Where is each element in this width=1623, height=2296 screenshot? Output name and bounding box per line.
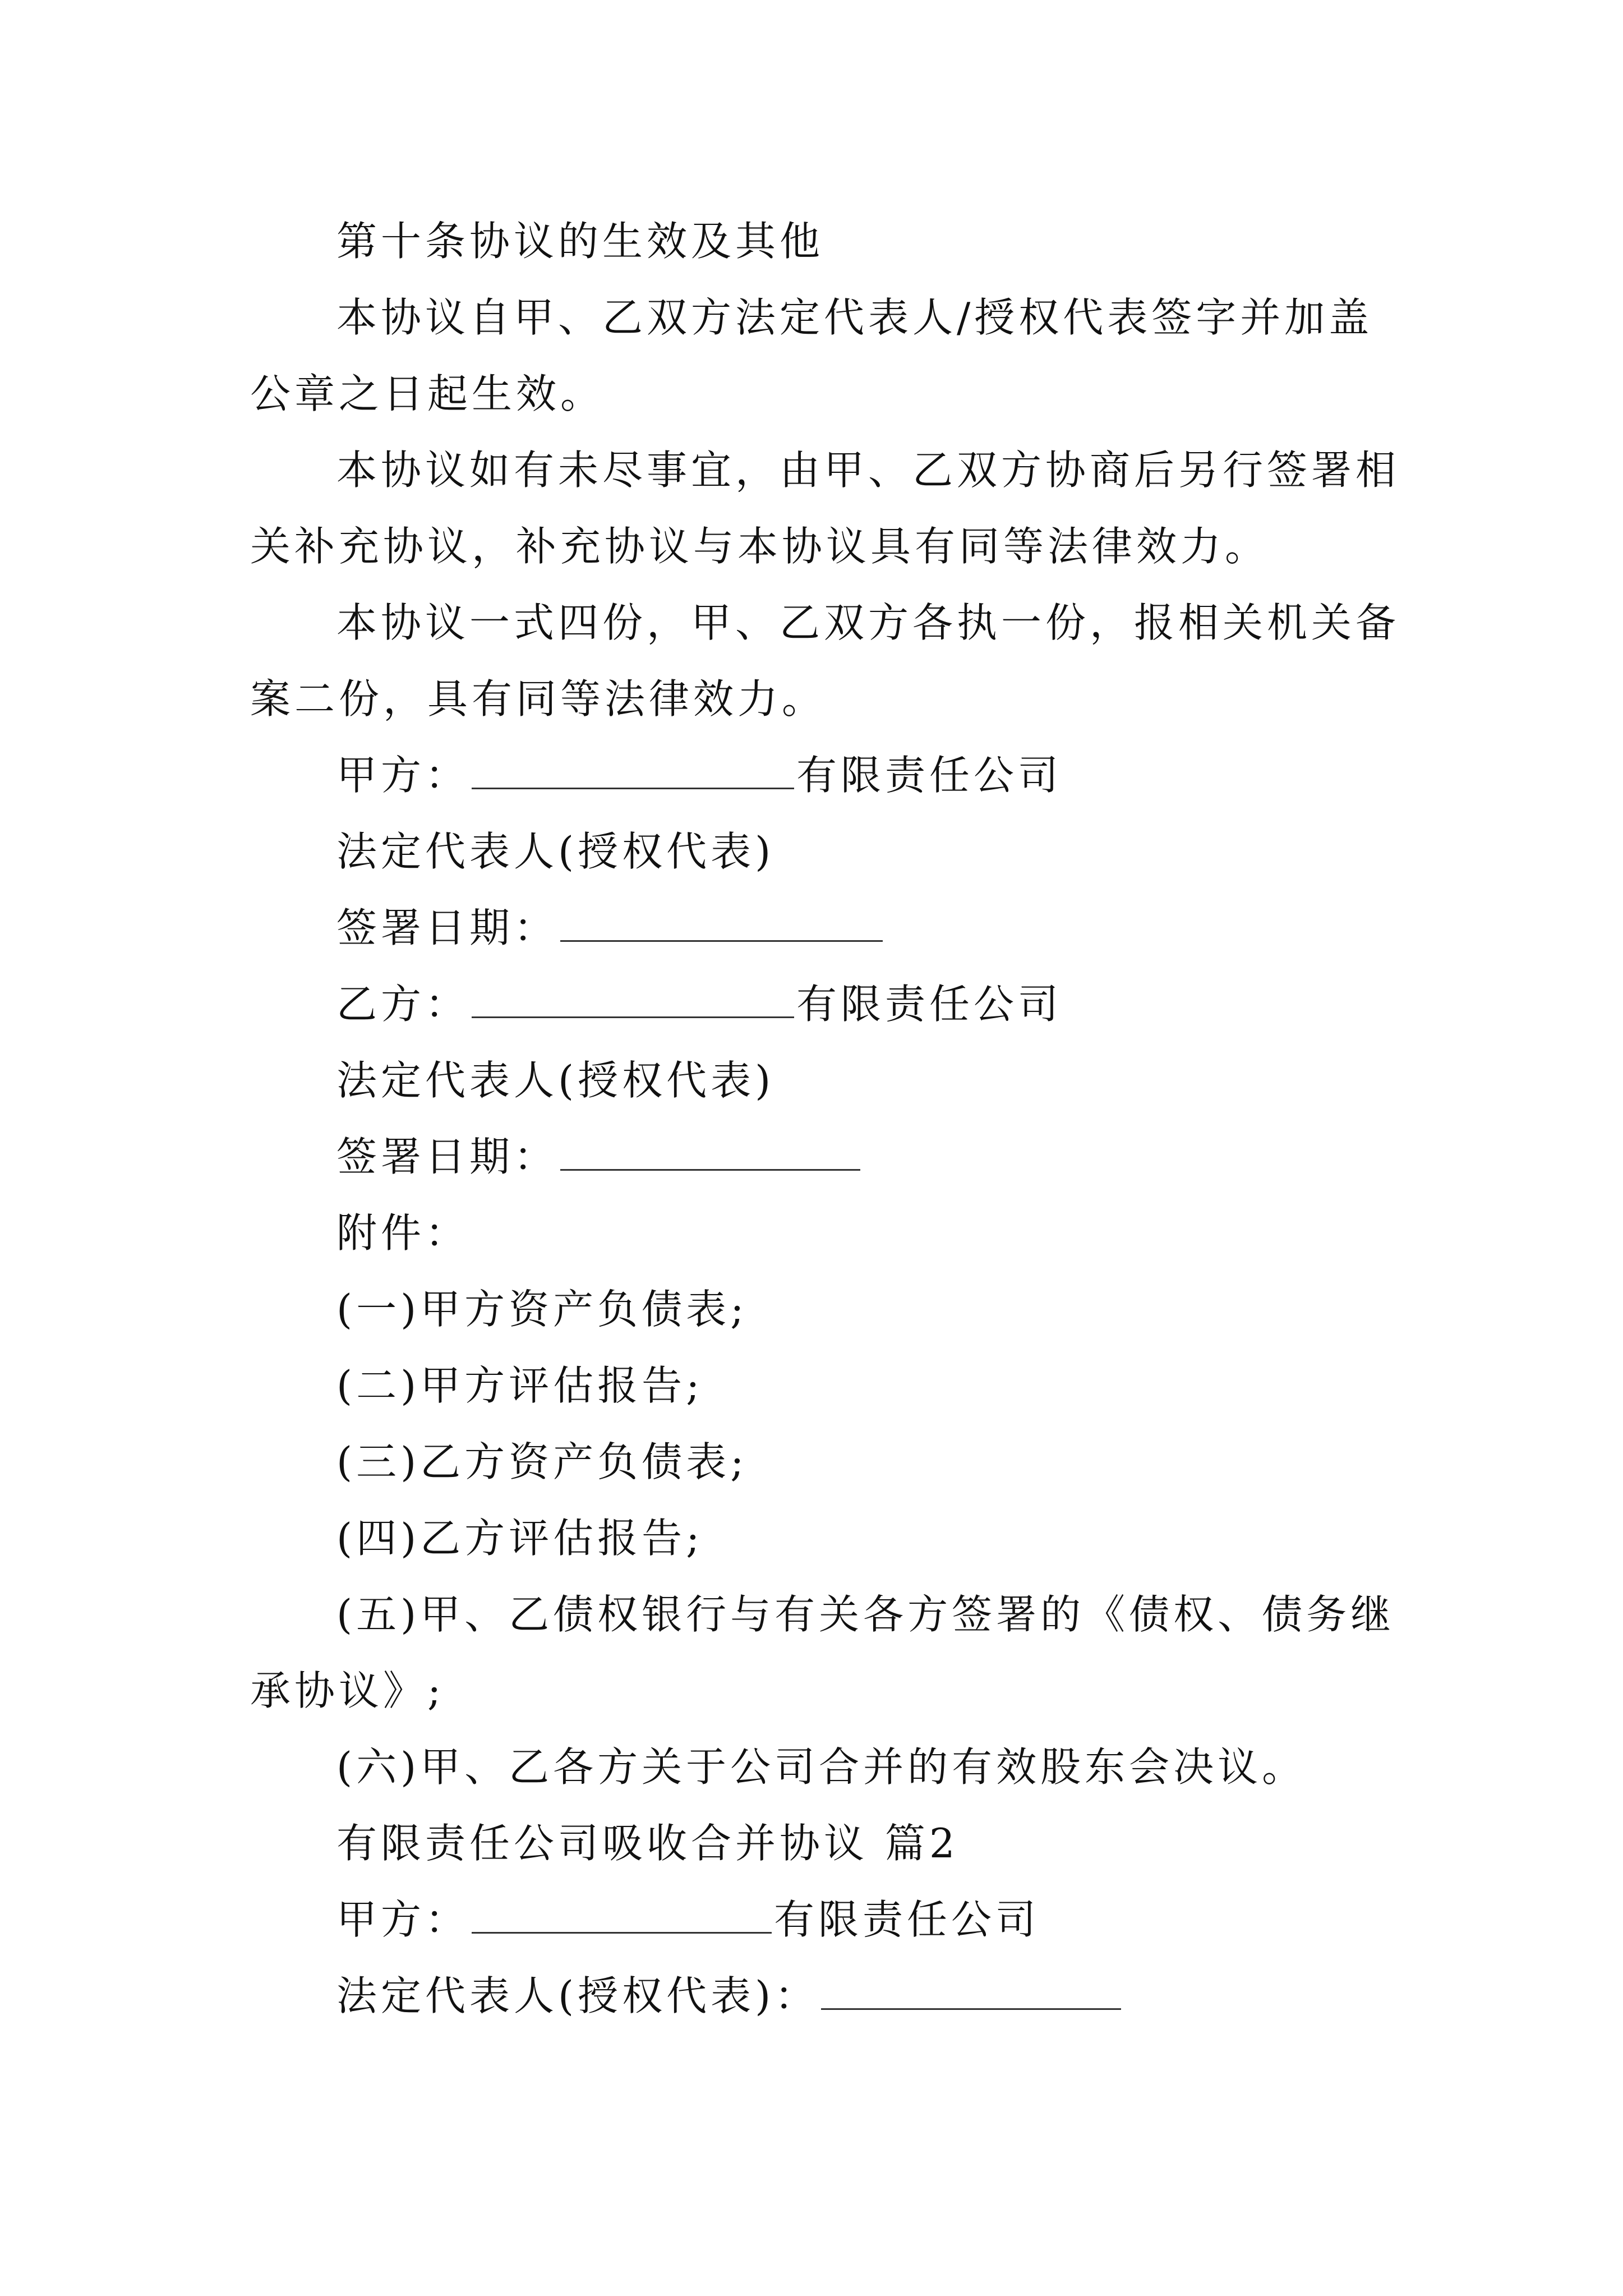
party-b-line [336, 979, 1062, 1029]
attachment-item: (三)乙方资产负债表; [336, 1438, 748, 1485]
attachment-item: (二)甲方评估报告; [336, 1362, 704, 1409]
section-heading: 第十条协议的生效及其他 [336, 218, 824, 265]
legal-representative-blank [821, 1973, 1121, 2010]
party-a-suffix: 有限责任公司 [774, 1896, 1040, 1943]
attachment-item-continued: 承协议》; [250, 1667, 445, 1714]
legal-representative-line [336, 1971, 1123, 2021]
paragraph-line: 公章之日起生效。 [250, 370, 605, 417]
party-a-name-blank [472, 1897, 772, 1934]
signing-date-line [336, 1131, 863, 1182]
party-a-line [336, 1894, 1040, 1945]
attachment-item: (五)甲、乙债权银行与有关各方签署的《债权、债务继 [336, 1591, 1395, 1638]
attachment-item: (四)乙方评估报告; [336, 1515, 704, 1562]
party-a-label: 甲方： [336, 1896, 470, 1943]
party-a-name-blank [472, 753, 794, 789]
paragraph-line: 案二份，具有同等法律效力。 [250, 675, 827, 723]
signing-date-blank [560, 905, 883, 942]
party-b-label: 乙方： [336, 981, 470, 1028]
party-b-suffix: 有限责任公司 [796, 981, 1063, 1028]
party-b-name-blank [472, 982, 794, 1018]
signing-date-label: 签署日期： [336, 904, 559, 951]
legal-representative-line: 法定代表人(授权代表) [336, 1057, 775, 1104]
paragraph-line: 关补充协议，补充协议与本协议具有同等法律效力。 [250, 523, 1270, 570]
party-a-suffix: 有限责任公司 [796, 752, 1063, 799]
section-title: 有限责任公司吸收合并协议 篇2 [336, 1820, 959, 1867]
party-a-label: 甲方： [336, 752, 470, 799]
party-a-line [336, 750, 1062, 800]
signing-date-blank [560, 1134, 860, 1171]
paragraph-line: 本协议如有未尽事宜，由甲、乙双方协商后另行签署相 [336, 447, 1400, 494]
attachment-item: (一)甲方资产负债表; [336, 1286, 748, 1333]
attachment-item: (六)甲、乙各方关于公司合并的有效股东会决议。 [336, 1743, 1307, 1791]
signing-date-line [336, 903, 885, 953]
legal-representative-line: 法定代表人(授权代表) [336, 828, 775, 875]
paragraph-line: 本协议自甲、乙双方法定代表人/授权代表签字并加盖 [336, 294, 1373, 341]
attachments-heading: 附件： [336, 1209, 470, 1257]
signing-date-label: 签署日期： [336, 1133, 559, 1180]
legal-representative-label: 法定代表人(授权代表)： [336, 1972, 819, 2019]
paragraph-line: 本协议一式四份，甲、乙双方各执一份，报相关机关备 [336, 599, 1400, 646]
